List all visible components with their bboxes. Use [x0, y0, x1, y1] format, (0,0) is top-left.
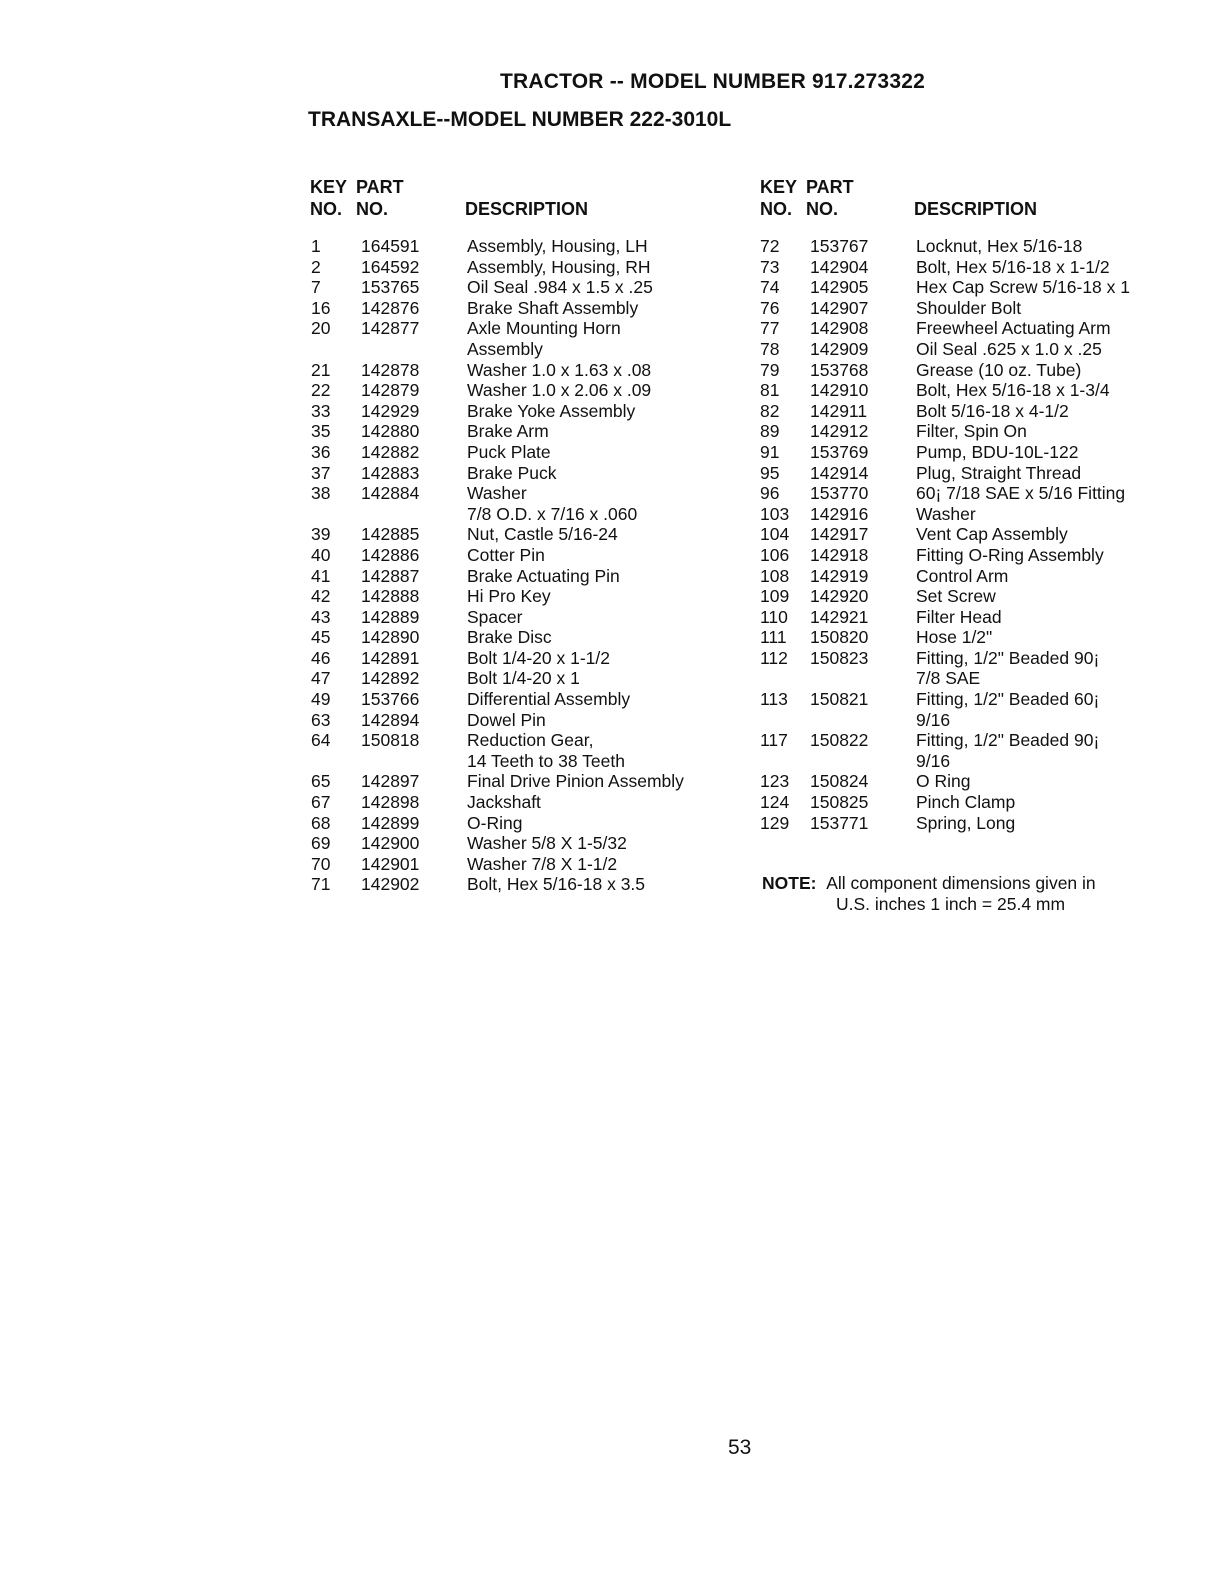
left-key-header: [310, 176, 347, 220]
part-description: Bolt 5/16-18 x 4-1/2: [916, 400, 1069, 421]
parts-row: [760, 339, 1130, 360]
part-description: Locknut, Hex 5/16-18: [916, 236, 1083, 256]
key-header-line2: NO.: [760, 199, 793, 219]
key-number: 69: [311, 833, 331, 854]
part-number: 164592: [361, 256, 420, 277]
part-description: Brake Actuating Pin: [467, 565, 620, 586]
key-number: 108: [760, 565, 790, 586]
part-description: Brake Yoke Assembly: [467, 400, 636, 421]
key-number: 111: [760, 627, 787, 648]
part-number: 142910: [810, 380, 869, 401]
part-description: Assembly, Housing, RH: [467, 256, 651, 277]
parts-row: [760, 566, 1130, 587]
key-number: 70: [311, 853, 331, 874]
part-number: 150823: [810, 647, 869, 668]
part-number: 142886: [361, 544, 420, 565]
parts-row: [760, 401, 1130, 422]
part-number: 142918: [810, 544, 869, 565]
parts-row: [760, 524, 1130, 545]
part-number: 150818: [361, 730, 420, 751]
parts-row: [311, 627, 684, 648]
key-number: 112: [760, 647, 788, 668]
part-description: Washer 1.0 x 2.06 x .09: [467, 380, 652, 401]
parts-row: [760, 504, 1130, 525]
part-number: 142880: [361, 421, 420, 442]
part-number: 142909: [810, 338, 869, 359]
left-parts-list: [311, 236, 684, 895]
part-description: Final Drive Pinion Assembly: [467, 771, 684, 792]
key-number: 117: [760, 730, 788, 751]
note-line2: U.S. inches 1 inch = 25.4 mm: [836, 893, 1066, 914]
part-number: 142921: [810, 606, 869, 627]
part-header-line2: NO.: [356, 199, 389, 219]
key-number: 7: [311, 277, 321, 298]
part-description: Washer: [916, 503, 976, 524]
key-number: [760, 668, 810, 689]
part-number: 142898: [361, 792, 420, 813]
part-number: 150824: [810, 771, 869, 792]
key-number: 67: [311, 792, 331, 813]
parts-row: [311, 504, 684, 525]
parts-row: [760, 483, 1130, 504]
part-description: Cotter Pin: [467, 544, 545, 565]
key-number: 64: [311, 730, 331, 751]
key-header-line1: KEY: [310, 177, 348, 197]
transaxle-model-title: TRANSAXLE--MODEL NUMBER 222-3010L: [308, 108, 732, 131]
parts-row: [311, 318, 684, 339]
key-number: 40: [311, 544, 331, 565]
part-description: 9/16: [916, 750, 951, 771]
parts-row: [760, 380, 1130, 401]
parts-row: [311, 442, 684, 463]
part-number: 142879: [361, 380, 420, 401]
part-description: Spring, Long: [916, 812, 1016, 833]
key-number: 22: [311, 380, 331, 401]
part-description: Brake Arm: [467, 421, 549, 442]
part-number: 153767: [810, 236, 869, 256]
part-number: 164591: [361, 236, 420, 256]
parts-row: [760, 771, 1130, 792]
part-number: 142885: [361, 524, 420, 545]
parts-row: [311, 586, 684, 607]
page-number: 53: [728, 1436, 752, 1459]
key-number: 38: [311, 483, 331, 504]
parts-row: [311, 813, 684, 834]
parts-row: [311, 483, 684, 504]
part-number: 142907: [810, 297, 869, 318]
key-number: 95: [760, 462, 780, 483]
part-description: Hi Pro Key: [467, 586, 551, 607]
parts-row: [760, 318, 1130, 339]
part-description: Bolt, Hex 5/16-18 x 1-1/2: [916, 256, 1110, 277]
parts-row: [311, 360, 684, 381]
key-number: 47: [311, 668, 331, 689]
parts-row: [311, 854, 684, 875]
part-number: 153766: [361, 689, 420, 710]
part-description: Brake Shaft Assembly: [467, 297, 639, 318]
parts-row: [760, 236, 1130, 257]
key-number: 16: [311, 297, 331, 318]
part-description: Bolt 1/4-20 x 1: [467, 668, 580, 689]
key-number: 37: [311, 462, 331, 483]
part-number: 142920: [810, 586, 869, 607]
part-description: Plug, Straight Thread: [916, 462, 1082, 483]
part-description: Assembly, Housing, LH: [467, 236, 648, 256]
part-description: 7/8 O.D. x 7/16 x .060: [467, 503, 638, 524]
key-number: 76: [760, 297, 780, 318]
key-number: 33: [311, 400, 331, 421]
part-number: [361, 339, 467, 360]
part-description: Freewheel Actuating Arm: [916, 318, 1111, 339]
parts-row: [311, 668, 684, 689]
part-number: 142894: [361, 709, 420, 730]
part-number: 150820: [810, 627, 869, 648]
part-description: Control Arm: [916, 565, 1009, 586]
key-number: 104: [760, 524, 790, 545]
part-description: Reduction Gear,: [467, 730, 594, 751]
parts-row: [311, 771, 684, 792]
parts-row: [760, 277, 1130, 298]
part-number: 153771: [810, 812, 869, 833]
part-description: Bolt, Hex 5/16-18 x 1-3/4: [916, 380, 1110, 401]
part-description: 60¡ 7/18 SAE x 5/16 Fitting: [916, 483, 1126, 504]
part-description: Bolt, Hex 5/16-18 x 3.5: [467, 874, 646, 895]
parts-row: [760, 545, 1130, 566]
part-number: [361, 504, 467, 525]
key-number: 21: [311, 359, 331, 380]
parts-row: [311, 648, 684, 669]
part-description: Fitting O-Ring Assembly: [916, 544, 1104, 565]
part-number: 142887: [361, 565, 420, 586]
parts-row: [760, 710, 1130, 731]
right-description-header: DESCRIPTION: [914, 199, 1038, 219]
part-header-line1: PART: [356, 177, 404, 197]
key-number: 71: [311, 874, 331, 895]
part-description: 9/16: [916, 709, 951, 730]
key-number: 45: [311, 627, 331, 648]
key-number: 91: [760, 441, 780, 462]
part-header-line1: PART: [806, 177, 854, 197]
part-description: Fitting, 1/2" Beaded 90¡: [916, 647, 1100, 668]
part-description: Washer 5/8 X 1-5/32: [467, 833, 627, 854]
key-header-line1: KEY: [760, 177, 798, 197]
part-number: 142914: [810, 462, 869, 483]
parts-row: [311, 236, 684, 257]
key-number: 78: [760, 338, 780, 359]
key-number: 36: [311, 441, 331, 462]
key-number: [760, 710, 810, 731]
key-number: 123: [760, 771, 790, 792]
key-number: [311, 504, 361, 525]
parts-row: [311, 257, 684, 278]
parts-row: [311, 401, 684, 422]
part-number: 142892: [361, 668, 420, 689]
key-number: 63: [311, 709, 331, 730]
key-header-line2: NO.: [310, 199, 343, 219]
part-number: 142876: [361, 297, 420, 318]
part-number: 150825: [810, 792, 869, 813]
part-description: Washer 1.0 x 1.63 x .08: [467, 359, 652, 380]
parts-row: [760, 607, 1130, 628]
parts-row: [311, 298, 684, 319]
key-number: 1: [311, 236, 321, 256]
key-number: 79: [760, 359, 780, 380]
part-description: Oil Seal .625 x 1.0 x .25: [916, 338, 1102, 359]
part-description: Oil Seal .984 x 1.5 x .25: [467, 277, 653, 298]
parts-row: [760, 421, 1130, 442]
key-number: 109: [760, 586, 790, 607]
part-description: Set Screw: [916, 586, 996, 607]
part-number: 142877: [361, 318, 420, 339]
part-number: 142890: [361, 627, 420, 648]
part-description: Grease (10 oz. Tube): [916, 359, 1082, 380]
part-number: 142897: [361, 771, 420, 792]
part-description: Shoulder Bolt: [916, 297, 1022, 318]
part-description: Axle Mounting Horn: [467, 318, 621, 339]
dimension-note: [762, 873, 1096, 914]
part-number: 142899: [361, 812, 420, 833]
right-part-header: [806, 176, 854, 220]
part-description: O-Ring: [467, 812, 523, 833]
key-number: 41: [311, 565, 331, 586]
part-number: [810, 710, 916, 731]
parts-row: [760, 257, 1130, 278]
key-number: 49: [311, 689, 331, 710]
part-description: Differential Assembly: [467, 689, 631, 710]
part-description: Fitting, 1/2" Beaded 90¡: [916, 730, 1100, 751]
right-parts-list: [760, 236, 1130, 833]
parts-row: [760, 463, 1130, 484]
key-number: 81: [760, 380, 780, 401]
left-part-header: [356, 176, 404, 220]
key-number: 77: [760, 318, 780, 339]
key-number: 106: [760, 544, 790, 565]
part-number: 142917: [810, 524, 869, 545]
part-number: 142916: [810, 503, 869, 524]
part-description: Puck Plate: [467, 441, 551, 462]
parts-row: [311, 545, 684, 566]
part-number: 142882: [361, 441, 420, 462]
part-number: 142911: [810, 400, 868, 421]
key-number: [311, 751, 361, 772]
part-number: [361, 751, 467, 772]
parts-row: [311, 277, 684, 298]
parts-row: [760, 442, 1130, 463]
parts-row: [760, 627, 1130, 648]
parts-row: [760, 668, 1130, 689]
part-description: 7/8 SAE: [916, 668, 981, 689]
part-header-line2: NO.: [806, 199, 839, 219]
parts-row: [311, 463, 684, 484]
parts-row: [760, 586, 1130, 607]
key-number: 35: [311, 421, 331, 442]
part-number: 150822: [810, 730, 869, 751]
part-description: Brake Puck: [467, 462, 557, 483]
parts-row: [760, 792, 1130, 813]
parts-row: [311, 380, 684, 401]
part-number: 142904: [810, 256, 869, 277]
part-number: [810, 668, 916, 689]
key-number: 72: [760, 236, 780, 256]
key-number: 110: [760, 606, 788, 627]
key-number: 82: [760, 400, 780, 421]
part-number: 142900: [361, 833, 420, 854]
note-label: NOTE:: [762, 873, 817, 893]
part-description: Spacer: [467, 606, 523, 627]
part-number: 150821: [810, 689, 869, 710]
part-description: Washer 7/8 X 1-1/2: [467, 853, 618, 874]
key-number: 20: [311, 318, 331, 339]
parts-row: [311, 566, 684, 587]
part-description: Filter Head: [916, 606, 1002, 627]
key-number: 39: [311, 524, 331, 545]
part-number: 142905: [810, 277, 869, 298]
part-description: Brake Disc: [467, 627, 552, 648]
parts-row: [311, 710, 684, 731]
key-number: 89: [760, 421, 780, 442]
key-number: 42: [311, 586, 331, 607]
parts-row: [311, 874, 684, 895]
key-number: 2: [311, 256, 321, 277]
parts-row: [311, 339, 684, 360]
key-number: 43: [311, 606, 331, 627]
key-number: [311, 339, 361, 360]
parts-row: [760, 689, 1130, 710]
part-number: 142878: [361, 359, 420, 380]
key-number: 74: [760, 277, 780, 298]
parts-row: [311, 689, 684, 710]
key-number: 129: [760, 812, 790, 833]
part-number: 153769: [810, 441, 869, 462]
part-description: Hose 1/2": [916, 627, 993, 648]
parts-row: [311, 730, 684, 751]
parts-row: [311, 607, 684, 628]
part-description: Pinch Clamp: [916, 792, 1016, 813]
key-number: 103: [760, 503, 790, 524]
tractor-model-title: TRACTOR -- MODEL NUMBER 917.273322: [500, 70, 925, 93]
parts-row: [311, 524, 684, 545]
part-number: 142919: [810, 565, 869, 586]
parts-row: [760, 751, 1130, 772]
parts-row: [760, 360, 1130, 381]
part-description: Bolt 1/4-20 x 1-1/2: [467, 647, 610, 668]
part-number: 142891: [361, 647, 420, 668]
part-description: Pump, BDU-10L-122: [916, 441, 1079, 462]
key-number: 65: [311, 771, 331, 792]
part-number: 142888: [361, 586, 420, 607]
key-number: [760, 751, 810, 772]
parts-row: [760, 813, 1130, 834]
part-description: Filter, Spin On: [916, 421, 1027, 442]
part-number: 153770: [810, 483, 869, 504]
part-description: Vent Cap Assembly: [916, 524, 1068, 545]
key-number: 46: [311, 647, 331, 668]
part-description: 14 Teeth to 38 Teeth: [467, 750, 625, 771]
part-number: 153768: [810, 359, 869, 380]
part-description: Assembly: [467, 338, 543, 359]
part-number: 142901: [361, 853, 420, 874]
parts-row: [760, 298, 1130, 319]
parts-row: [760, 648, 1130, 669]
parts-row: [311, 751, 684, 772]
parts-row: [311, 792, 684, 813]
part-description: Washer: [467, 483, 527, 504]
key-number: 73: [760, 256, 780, 277]
part-number: 142883: [361, 462, 420, 483]
right-key-header: [760, 176, 797, 220]
part-description: Fitting, 1/2" Beaded 60¡: [916, 689, 1100, 710]
part-description: Hex Cap Screw 5/16-18 x 1: [916, 277, 1130, 298]
part-number: 153765: [361, 277, 420, 298]
parts-row: [311, 833, 684, 854]
parts-row: [311, 421, 684, 442]
parts-row: [760, 730, 1130, 751]
part-description: Jackshaft: [467, 792, 541, 813]
part-description: Dowel Pin: [467, 709, 546, 730]
part-number: 142884: [361, 483, 420, 504]
key-number: 68: [311, 812, 331, 833]
note-line1: All component dimensions given in: [826, 873, 1096, 893]
part-number: 142902: [361, 874, 420, 895]
part-number: 142912: [810, 421, 869, 442]
part-description: O Ring: [916, 771, 971, 792]
key-number: 96: [760, 483, 780, 504]
key-number: 113: [760, 689, 788, 710]
part-number: 142889: [361, 606, 420, 627]
left-description-header: DESCRIPTION: [465, 199, 589, 219]
part-description: Nut, Castle 5/16-24: [467, 524, 618, 545]
part-number: 142929: [361, 400, 420, 421]
key-number: 124: [760, 792, 790, 813]
part-number: 142908: [810, 318, 869, 339]
part-number: [810, 751, 916, 772]
